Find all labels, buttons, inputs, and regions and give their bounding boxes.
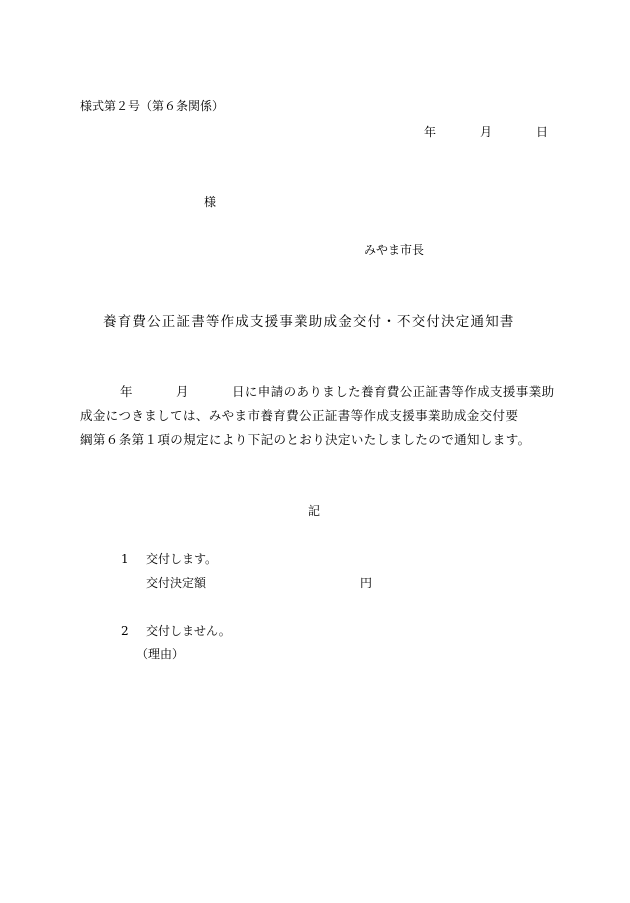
date-month-label: 月 <box>480 125 493 139</box>
ki-heading: 記 <box>308 504 321 518</box>
body-line-1: 日に申請のありました養育費公正証書等作成支援事業助 <box>232 384 555 399</box>
item1-text: 交付します。 <box>146 552 218 566</box>
body-line-3: 綱第６条第１項の規定により下記のとおり決定いたしましたので通知します。 <box>80 432 531 447</box>
addressee-suffix: 様 <box>204 195 217 209</box>
form-number: 様式第２号（第６条関係） <box>80 99 225 113</box>
item2-number: 2 <box>121 624 129 638</box>
date-year-label: 年 <box>424 125 437 139</box>
item2-text: 交付しません。 <box>146 624 231 638</box>
reason-label: （理由） <box>136 647 185 661</box>
grant-amount-label: 交付決定額 <box>146 576 207 590</box>
issuer-name: みやま市長 <box>364 243 425 257</box>
yen-label: 円 <box>360 576 373 590</box>
body-line-2: 成金につきましては、みやま市養育費公正証書等作成支援事業助成金交付要 <box>80 408 519 423</box>
date-day-label: 日 <box>536 125 549 139</box>
document-title: 養育費公正証書等作成支援事業助成金交付・不交付決定通知書 <box>103 314 515 330</box>
body-year-label: 年 <box>120 384 133 399</box>
item1-number: 1 <box>121 552 129 566</box>
body-month-label: 月 <box>176 384 189 399</box>
